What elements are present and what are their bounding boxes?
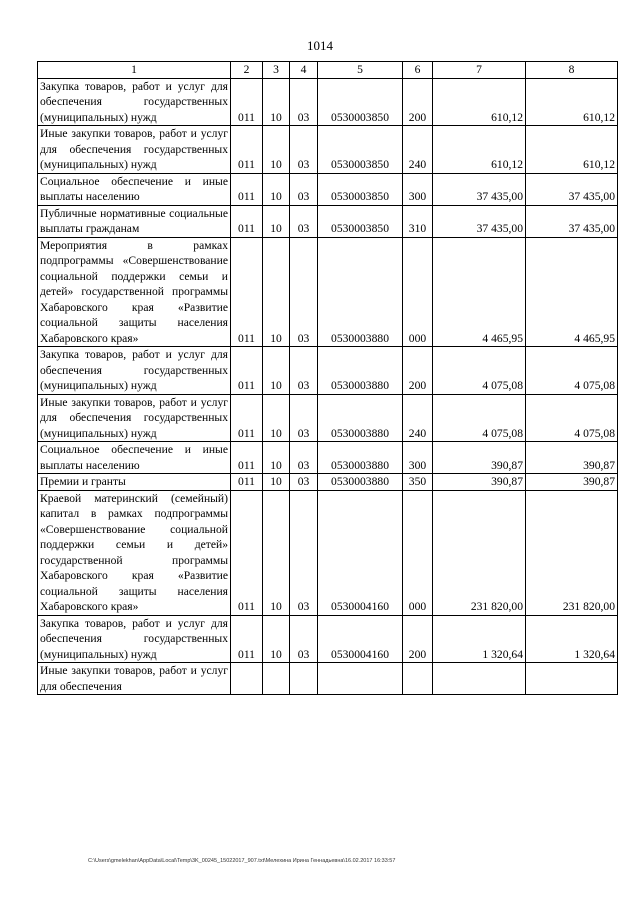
section-code: 10: [263, 237, 290, 347]
table-row: [38, 442, 618, 474]
section-code: 10: [263, 126, 290, 174]
section-code: 10: [263, 490, 290, 615]
column-header: 5: [318, 62, 403, 79]
subsection-code: [290, 663, 318, 695]
subsection-code: 03: [290, 490, 318, 615]
amount-col-8: 390,87: [526, 442, 618, 474]
ministry-code: 011: [231, 173, 263, 205]
ministry-code: 011: [231, 78, 263, 126]
ministry-code: 011: [231, 615, 263, 663]
table-header-row: [38, 62, 618, 79]
expense-type-code: 300: [403, 442, 433, 474]
ministry-code: 011: [231, 442, 263, 474]
column-header: 7: [433, 62, 526, 79]
item-name: Иные закупки товаров, работ и услуг для обеспечения: [38, 663, 231, 695]
section-code: 10: [263, 347, 290, 395]
section-code: [263, 663, 290, 695]
subsection-code: 03: [290, 394, 318, 442]
expense-type-code: 310: [403, 205, 433, 237]
item-name: Закупка товаров, работ и услуг для обеспечения государственных (муниципальных) нужд: [38, 78, 231, 126]
target-article-code: 0530003850: [318, 205, 403, 237]
target-article-code: 0530004160: [318, 490, 403, 615]
column-header: 6: [403, 62, 433, 79]
subsection-code: 03: [290, 347, 318, 395]
amount-col-8: 610,12: [526, 78, 618, 126]
table-row: [38, 347, 618, 395]
item-name: Социальное обеспечение и иные выплаты населению: [38, 442, 231, 474]
table-row: [38, 78, 618, 126]
subsection-code: 03: [290, 237, 318, 347]
amount-col-8: 4 465,95: [526, 237, 618, 347]
table-row: [38, 474, 618, 491]
amount-col-7: 4 075,08: [433, 347, 526, 395]
target-article-code: 0530003850: [318, 126, 403, 174]
section-code: 10: [263, 474, 290, 491]
section-code: 10: [263, 442, 290, 474]
target-article-code: 0530003880: [318, 474, 403, 491]
ministry-code: [231, 663, 263, 695]
item-name: Премии и гранты: [38, 474, 231, 491]
target-article-code: 0530003850: [318, 78, 403, 126]
table-row: [38, 615, 618, 663]
expense-type-code: 240: [403, 394, 433, 442]
target-article-code: 0530003850: [318, 173, 403, 205]
expense-type-code: 350: [403, 474, 433, 491]
page-number: 1014: [307, 38, 333, 53]
amount-col-8: 37 435,00: [526, 173, 618, 205]
target-article-code: 0530003880: [318, 347, 403, 395]
expense-type-code: 000: [403, 237, 433, 347]
table-row: [38, 394, 618, 442]
amount-col-7: 4 075,08: [433, 394, 526, 442]
expense-type-code: 200: [403, 347, 433, 395]
ministry-code: 011: [231, 205, 263, 237]
ministry-code: 011: [231, 474, 263, 491]
item-name: Иные закупки товаров, работ и услуг для обеспечения государственных (муниципальных) нужд: [38, 394, 231, 442]
budget-table: [37, 61, 618, 695]
item-name: Публичные нормативные социальные выплаты гражданам: [38, 205, 231, 237]
amount-col-8: 610,12: [526, 126, 618, 174]
expense-type-code: [403, 663, 433, 695]
expense-type-code: 240: [403, 126, 433, 174]
subsection-code: 03: [290, 126, 318, 174]
table-row: [38, 490, 618, 615]
column-header: 2: [231, 62, 263, 79]
column-header: 3: [263, 62, 290, 79]
amount-col-7: 231 820,00: [433, 490, 526, 615]
section-code: 10: [263, 394, 290, 442]
section-code: 10: [263, 78, 290, 126]
amount-col-7: [433, 663, 526, 695]
table-row: [38, 126, 618, 174]
amount-col-8: 37 435,00: [526, 205, 618, 237]
amount-col-8: 1 320,64: [526, 615, 618, 663]
item-name: Социальное обеспечение и иные выплаты населению: [38, 173, 231, 205]
subsection-code: 03: [290, 205, 318, 237]
item-name: Закупка товаров, работ и услуг для обеспечения государственных (муниципальных) нужд: [38, 347, 231, 395]
ministry-code: 011: [231, 394, 263, 442]
subsection-code: 03: [290, 442, 318, 474]
expense-type-code: 000: [403, 490, 433, 615]
table-row: [38, 205, 618, 237]
target-article-code: 0530003880: [318, 394, 403, 442]
column-header: 4: [290, 62, 318, 79]
target-article-code: [318, 663, 403, 695]
item-name: Мероприятия в рамках подпрограммы «Совершенствование социальной поддержки семьи и детей» государственной программы Хабаровского края «Развитие социальной защиты населения Хабаровского края»: [38, 237, 231, 347]
subsection-code: 03: [290, 615, 318, 663]
amount-col-7: 610,12: [433, 78, 526, 126]
target-article-code: 0530004160: [318, 615, 403, 663]
expense-type-code: 200: [403, 615, 433, 663]
amount-col-7: 37 435,00: [433, 173, 526, 205]
section-code: 10: [263, 615, 290, 663]
column-header: 1: [38, 62, 231, 79]
section-code: 10: [263, 173, 290, 205]
ministry-code: 011: [231, 126, 263, 174]
amount-col-8: 231 820,00: [526, 490, 618, 615]
amount-col-8: 4 075,08: [526, 394, 618, 442]
amount-col-7: 37 435,00: [433, 205, 526, 237]
target-article-code: 0530003880: [318, 237, 403, 347]
amount-col-7: 4 465,95: [433, 237, 526, 347]
item-name: Иные закупки товаров, работ и услуг для обеспечения государственных (муниципальных) нужд: [38, 126, 231, 174]
item-name: Краевой материнский (семейный) капитал в рамках подпрограммы «Совершенствование социальной поддержки семьи и детей» государственной программы Хабаровского края «Развитие социальной защиты населения Хабаровского края»: [38, 490, 231, 615]
amount-col-7: 610,12: [433, 126, 526, 174]
ministry-code: 011: [231, 490, 263, 615]
table-row: [38, 173, 618, 205]
amount-col-8: [526, 663, 618, 695]
amount-col-8: 4 075,08: [526, 347, 618, 395]
subsection-code: 03: [290, 78, 318, 126]
amount-col-7: 390,87: [433, 442, 526, 474]
table-row: [38, 237, 618, 347]
ministry-code: 011: [231, 237, 263, 347]
ministry-code: 011: [231, 347, 263, 395]
subsection-code: 03: [290, 474, 318, 491]
item-name: Закупка товаров, работ и услуг для обеспечения государственных (муниципальных) нужд: [38, 615, 231, 663]
section-code: 10: [263, 205, 290, 237]
subsection-code: 03: [290, 173, 318, 205]
target-article-code: 0530003880: [318, 442, 403, 474]
amount-col-7: 1 320,64: [433, 615, 526, 663]
column-header: 8: [526, 62, 618, 79]
footer-file-path: C:\Users\gmelekhan\AppData\Local\Temp\3K_00245_15022017_907.txt\Мелехина Ирина Геннадьевна\16.02.2017 16:33:57: [88, 858, 396, 864]
amount-col-7: 390,87: [433, 474, 526, 491]
amount-col-8: 390,87: [526, 474, 618, 491]
expense-type-code: 200: [403, 78, 433, 126]
table-row: [38, 663, 618, 695]
expense-type-code: 300: [403, 173, 433, 205]
